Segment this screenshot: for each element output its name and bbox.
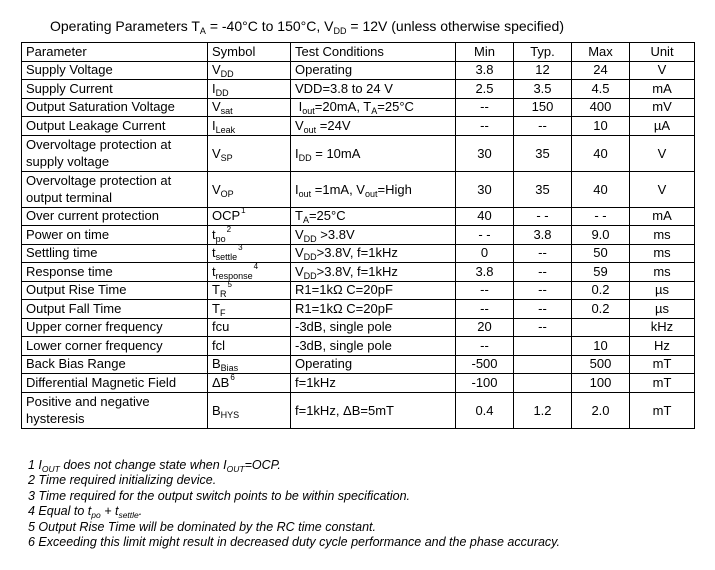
unit-cell: V: [630, 135, 695, 171]
condition-cell: $I_{DD} = 10mA$: [291, 135, 456, 171]
unit-cell: mT: [630, 374, 695, 393]
symbol-cell: $t_{settle}^3$: [208, 244, 291, 263]
max-cell: 0.2: [572, 300, 630, 319]
table-row: [22, 171, 695, 207]
unit-cell: µs: [630, 281, 695, 300]
max-cell: 400: [572, 98, 630, 117]
header-cell: Unit: [630, 43, 695, 62]
unit-cell: V: [630, 61, 695, 80]
param-cell: Output Leakage Current: [22, 117, 208, 136]
footnote-2: 2 Time required initializing device.: [28, 473, 217, 488]
param-cell: Over current protection: [22, 207, 208, 226]
table-row: [22, 226, 695, 245]
condition-cell: R1=1kΩ C=20pF: [291, 300, 456, 319]
typ-cell: 1.2: [514, 392, 572, 428]
condition-cell: Operating: [291, 61, 456, 80]
param-cell: Power on time: [22, 226, 208, 245]
unit-cell: ms: [630, 263, 695, 282]
header-cell: Typ.: [514, 43, 572, 62]
table-row: [22, 117, 695, 136]
unit-cell: mT: [630, 355, 695, 374]
max-cell: 0.2: [572, 281, 630, 300]
condition-cell: f=1kHz: [291, 374, 456, 393]
max-cell: 24: [572, 61, 630, 80]
min-cell: 30: [456, 135, 514, 171]
param-cell: Differential Magnetic Field: [22, 374, 208, 393]
unit-cell: µA: [630, 117, 695, 136]
typ-cell: --: [514, 244, 572, 263]
param-cell: Upper corner frequency: [22, 318, 208, 337]
min-cell: - -: [456, 226, 514, 245]
table-row: [22, 318, 695, 337]
parameters-table: [21, 42, 695, 429]
typ-cell: 12: [514, 61, 572, 80]
min-cell: 20: [456, 318, 514, 337]
max-cell: 10: [572, 337, 630, 356]
condition-cell: VDD=3.8 to 24 V: [291, 80, 456, 99]
table-row: [22, 80, 695, 99]
symbol-cell: $T_F$: [208, 300, 291, 319]
table-row: [22, 207, 695, 226]
min-cell: --: [456, 337, 514, 356]
condition-cell: -3dB, single pole: [291, 337, 456, 356]
condition-cell: -3dB, single pole: [291, 318, 456, 337]
param-cell: Overvoltage protection at supply voltage: [22, 135, 208, 171]
unit-cell: V: [630, 171, 695, 207]
symbol-cell: $B_{Bias}$: [208, 355, 291, 374]
typ-cell: 3.8: [514, 226, 572, 245]
unit-cell: mA: [630, 207, 695, 226]
symbol-cell: $B_{HYS}$: [208, 392, 291, 428]
max-cell: [572, 318, 630, 337]
param-cell: Response time: [22, 263, 208, 282]
typ-cell: 35: [514, 171, 572, 207]
table-row: [22, 374, 695, 393]
max-cell: 100: [572, 374, 630, 393]
max-cell: 10: [572, 117, 630, 136]
unit-cell: mT: [630, 392, 695, 428]
symbol-cell: $T_R^5$: [208, 281, 291, 300]
param-cell: Supply Current: [22, 80, 208, 99]
min-cell: --: [456, 300, 514, 319]
max-cell: 59: [572, 263, 630, 282]
header-cell: Test Conditions: [291, 43, 456, 62]
header-cell: Max: [572, 43, 630, 62]
typ-cell: 150: [514, 98, 572, 117]
typ-cell: [514, 374, 572, 393]
max-cell: 2.0: [572, 392, 630, 428]
typ-cell: [514, 355, 572, 374]
min-cell: 3.8: [456, 263, 514, 282]
max-cell: 40: [572, 135, 630, 171]
min-cell: -100: [456, 374, 514, 393]
symbol-cell: $I_{DD}$: [208, 80, 291, 99]
max-cell: - -: [572, 207, 630, 226]
table-row: [22, 355, 695, 374]
symbol-cell: $t_{po}^2$: [208, 226, 291, 245]
footnote-3: 3 Time required for the output switch points to be within specification.: [28, 488, 411, 503]
page-title: Operating Parameters $T_A = -40^\circ C$ to 150°C, $V_{DD} = 12V$ (unless otherwise specified): [50, 18, 564, 36]
unit-cell: kHz: [630, 318, 695, 337]
symbol-cell: $V_{SP}$: [208, 135, 291, 171]
param-cell: Output Rise Time: [22, 281, 208, 300]
param-cell: Back Bias Range: [22, 355, 208, 374]
typ-cell: --: [514, 263, 572, 282]
min-cell: 0.4: [456, 392, 514, 428]
condition-cell: $T_A=25^\circ C$: [291, 207, 456, 226]
unit-cell: Hz: [630, 337, 695, 356]
symbol-cell: $I_{Leak}$: [208, 117, 291, 136]
param-cell: Settling time: [22, 244, 208, 263]
header-cell: Min: [456, 43, 514, 62]
typ-cell: [514, 337, 572, 356]
footnote-6: 6 Exceeding this limit might result in decreased duty cycle performance and the phase accuracy.: [28, 535, 560, 550]
param-cell: Positive and negative hysteresis: [22, 392, 208, 428]
max-cell: 40: [572, 171, 630, 207]
footnote-5: 5 Output Rise Time will be dominated by the RC time constant.: [28, 519, 376, 534]
param-cell: Overvoltage protection at output terminal: [22, 171, 208, 207]
min-cell: 30: [456, 171, 514, 207]
unit-cell: µs: [630, 300, 695, 319]
symbol-cell: $t_{response}^4$: [208, 263, 291, 282]
typ-cell: --: [514, 281, 572, 300]
header-cell: Symbol: [208, 43, 291, 62]
footnote-4: 4 Equal to $t_{po} + t_{settle}$.: [28, 504, 143, 521]
unit-cell: mV: [630, 98, 695, 117]
table-row: [22, 300, 695, 319]
unit-cell: ms: [630, 226, 695, 245]
typ-cell: - -: [514, 207, 572, 226]
typ-cell: --: [514, 300, 572, 319]
min-cell: 2.5: [456, 80, 514, 99]
condition-cell: $V_{DD} >3.8V$: [291, 226, 456, 245]
typ-cell: 3.5: [514, 80, 572, 99]
unit-cell: mA: [630, 80, 695, 99]
param-cell: Output Saturation Voltage: [22, 98, 208, 117]
table-row: [22, 337, 695, 356]
typ-cell: --: [514, 117, 572, 136]
symbol-cell: OCP$^1$: [208, 207, 291, 226]
min-cell: -500: [456, 355, 514, 374]
condition-cell: $V_{out} =24V$: [291, 117, 456, 136]
table-header-row: [22, 43, 695, 62]
min-cell: 0: [456, 244, 514, 263]
table-row: [22, 61, 695, 80]
symbol-cell: $V_{OP}$: [208, 171, 291, 207]
table-row: [22, 281, 695, 300]
table-row: [22, 244, 695, 263]
max-cell: 50: [572, 244, 630, 263]
typ-cell: --: [514, 318, 572, 337]
symbol-cell: fcl: [208, 337, 291, 356]
max-cell: 500: [572, 355, 630, 374]
table-row: [22, 392, 695, 428]
symbol-cell: $\Delta B^6$: [208, 374, 291, 393]
condition-cell: Operating: [291, 355, 456, 374]
condition-cell: $I_{out} =1mA$, $V_{out}=High$: [291, 171, 456, 207]
min-cell: 40: [456, 207, 514, 226]
table-row: [22, 135, 695, 171]
unit-cell: ms: [630, 244, 695, 263]
max-cell: 9.0: [572, 226, 630, 245]
footnotes: [28, 458, 560, 550]
min-cell: --: [456, 281, 514, 300]
param-cell: Supply Voltage: [22, 61, 208, 80]
max-cell: 4.5: [572, 80, 630, 99]
typ-cell: 35: [514, 135, 572, 171]
condition-cell: $V_{DD}>3.8V$, f=1kHz: [291, 263, 456, 282]
min-cell: --: [456, 98, 514, 117]
table-row: [22, 98, 695, 117]
condition-cell: f=1kHz, ΔB=5mT: [291, 392, 456, 428]
header-cell: Parameter: [22, 43, 208, 62]
condition-cell: $I_{out}=20mA$, $T_A=25^\circ C$: [291, 98, 456, 117]
symbol-cell: $V_{DD}$: [208, 61, 291, 80]
param-cell: Lower corner frequency: [22, 337, 208, 356]
footnote-1: 1 $I_{OUT}$ does not change state when $I_{OUT}=OCP$.: [28, 458, 281, 474]
condition-cell: R1=1kΩ C=20pF: [291, 281, 456, 300]
symbol-cell: $V_{sat}$: [208, 98, 291, 117]
table-row: [22, 263, 695, 282]
symbol-cell: fcu: [208, 318, 291, 337]
min-cell: 3.8: [456, 61, 514, 80]
param-cell: Output Fall Time: [22, 300, 208, 319]
min-cell: --: [456, 117, 514, 136]
condition-cell: $V_{DD}>3.8V$, f=1kHz: [291, 244, 456, 263]
